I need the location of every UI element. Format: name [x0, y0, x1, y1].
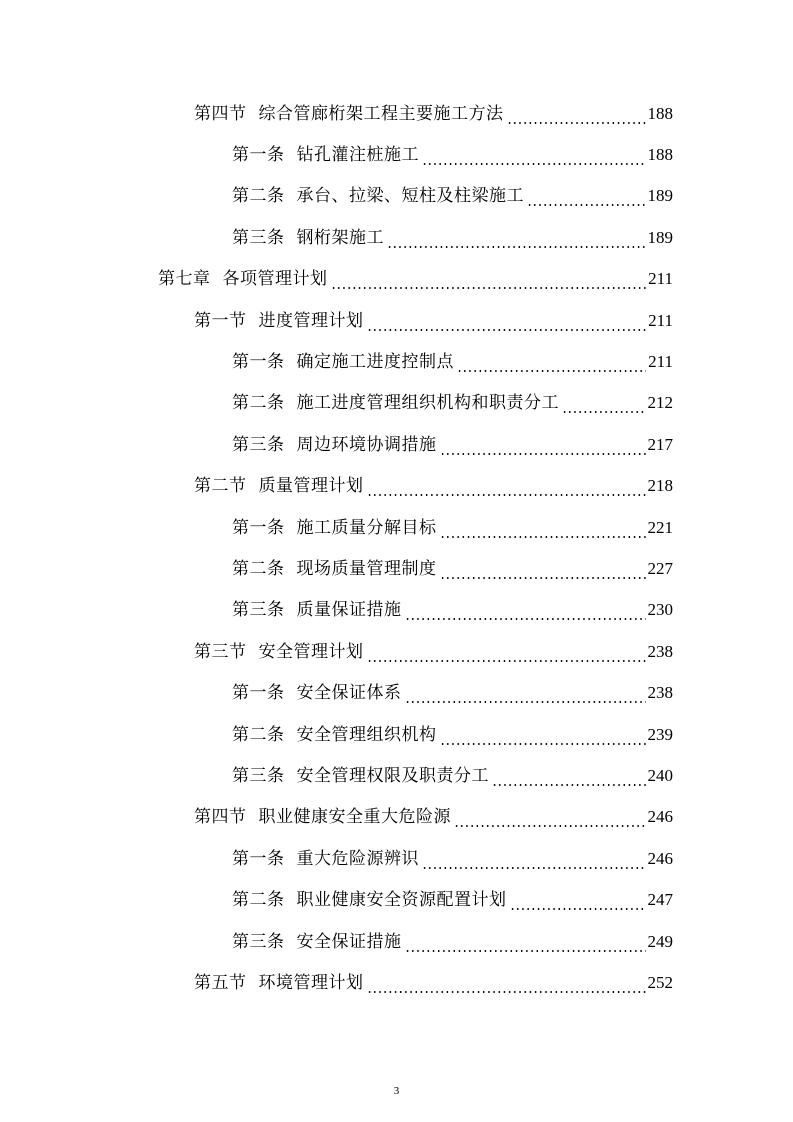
toc-entry-number: 第三条	[232, 227, 285, 248]
toc-entry-number: 第五节	[194, 972, 247, 993]
toc-entry-title: 钻孔灌注桩施工	[296, 145, 419, 166]
toc-entry-number: 第二条	[232, 724, 285, 745]
toc-entry[interactable]	[0, 548, 793, 589]
toc-entry[interactable]	[0, 714, 793, 755]
toc-entry-title: 职业健康安全资源配置计划	[296, 890, 507, 911]
toc-entry-title: 各项管理计划	[222, 269, 328, 290]
page-number: 3	[393, 1085, 400, 1097]
toc-entry-title: 施工进度管理组织机构和职责分工	[296, 393, 559, 414]
toc-entry-number: 第三条	[232, 434, 285, 455]
toc-entry-page: 230	[647, 600, 673, 620]
toc-entry-page: 227	[647, 558, 673, 578]
toc-entry-title: 安全保证措施	[296, 931, 402, 952]
toc-dot-leader	[367, 645, 646, 665]
toc-entry-number: 第一条	[232, 145, 285, 166]
toc-entry-number: 第三条	[232, 931, 285, 952]
toc-entry-page: 211	[648, 269, 673, 289]
toc-dot-leader	[405, 603, 646, 623]
toc-entry-page: 249	[647, 931, 673, 951]
toc-dot-leader	[454, 810, 646, 830]
toc-entry-number: 第四节	[194, 807, 247, 828]
toc-entry[interactable]	[0, 672, 793, 713]
toc-entry[interactable]	[0, 93, 793, 134]
toc-dot-leader	[367, 479, 646, 499]
toc-dot-leader	[457, 355, 646, 375]
toc-entry-title: 质量管理计划	[258, 476, 364, 497]
table-of-contents	[0, 93, 793, 1004]
toc-entry-page: 188	[647, 103, 673, 123]
toc-entry-number: 第二条	[232, 393, 285, 414]
toc-entry-page: 247	[647, 890, 673, 910]
toc-dot-leader	[422, 852, 646, 872]
toc-entry-page: 238	[647, 683, 673, 703]
toc-entry[interactable]	[0, 424, 793, 465]
toc-entry-page: 211	[648, 352, 673, 372]
toc-entry[interactable]	[0, 217, 793, 258]
toc-entry[interactable]	[0, 838, 793, 879]
toc-entry-number: 第二节	[194, 476, 247, 497]
toc-entry-page: 189	[647, 186, 673, 206]
toc-entry-title: 重大危险源辨识	[296, 848, 419, 869]
toc-entry[interactable]	[0, 755, 793, 796]
toc-entry-number: 第二条	[232, 890, 285, 911]
toc-dot-leader	[507, 107, 646, 127]
toc-entry-title: 钢桁架施工	[296, 227, 384, 248]
toc-entry-number: 第四节	[194, 103, 247, 124]
toc-entry[interactable]	[0, 341, 793, 382]
toc-entry-number: 第二条	[232, 186, 285, 207]
toc-entry-number: 第一条	[232, 352, 285, 373]
toc-entry-page: 212	[647, 393, 673, 413]
toc-dot-leader	[510, 893, 646, 913]
toc-dot-leader	[562, 396, 646, 416]
toc-dot-leader	[440, 438, 646, 458]
toc-entry-number: 第一条	[232, 848, 285, 869]
toc-entry[interactable]	[0, 797, 793, 838]
toc-entry-page: 218	[647, 476, 673, 496]
toc-entry-page: 238	[647, 641, 673, 661]
toc-entry-title: 安全管理组织机构	[296, 724, 437, 745]
toc-entry-title: 安全保证体系	[296, 683, 402, 704]
toc-entry-page: 211	[648, 310, 673, 330]
toc-entry[interactable]	[0, 134, 793, 175]
toc-entry-number: 第一条	[232, 683, 285, 704]
toc-entry-title: 进度管理计划	[258, 310, 364, 331]
toc-entry-page: 240	[647, 765, 673, 785]
toc-entry-page: 246	[647, 807, 673, 827]
toc-dot-leader	[405, 686, 646, 706]
toc-entry-title: 环境管理计划	[258, 972, 364, 993]
toc-entry-page: 217	[647, 434, 673, 454]
toc-entry-number: 第七章	[158, 269, 211, 290]
toc-entry[interactable]	[0, 300, 793, 341]
toc-dot-leader	[387, 231, 646, 251]
toc-entry-title: 职业健康安全重大危险源	[258, 807, 451, 828]
toc-entry[interactable]	[0, 259, 793, 300]
toc-entry[interactable]	[0, 466, 793, 507]
toc-entry-title: 安全管理权限及职责分工	[296, 765, 489, 786]
toc-entry-title: 综合管廊桁架工程主要施工方法	[258, 103, 504, 124]
toc-dot-leader	[405, 935, 646, 955]
toc-entry-number: 第一节	[194, 310, 247, 331]
toc-dot-leader	[440, 521, 646, 541]
toc-entry-page: 239	[647, 724, 673, 744]
toc-entry-number: 第三条	[232, 765, 285, 786]
toc-entry-title: 质量保证措施	[296, 600, 402, 621]
toc-entry[interactable]	[0, 631, 793, 672]
toc-dot-leader	[527, 189, 646, 209]
toc-entry[interactable]	[0, 590, 793, 631]
toc-dot-leader	[492, 769, 646, 789]
toc-entry-title: 安全管理计划	[258, 641, 364, 662]
toc-entry-page: 221	[647, 517, 673, 537]
toc-entry[interactable]	[0, 383, 793, 424]
toc-dot-leader	[367, 976, 646, 996]
toc-entry-page: 188	[647, 145, 673, 165]
toc-entry-number: 第二条	[232, 558, 285, 579]
toc-dot-leader	[422, 148, 646, 168]
toc-entry-title: 确定施工进度控制点	[296, 352, 454, 373]
toc-entry[interactable]	[0, 962, 793, 1003]
toc-dot-leader	[331, 272, 647, 292]
toc-entry-title: 承台、拉梁、短柱及柱梁施工	[296, 186, 524, 207]
toc-entry-page: 189	[647, 227, 673, 247]
toc-dot-leader	[367, 314, 647, 334]
toc-entry-title: 现场质量管理制度	[296, 558, 437, 579]
toc-entry-number: 第三节	[194, 641, 247, 662]
toc-entry[interactable]	[0, 879, 793, 920]
toc-dot-leader	[440, 728, 646, 748]
toc-entry-number: 第一条	[232, 517, 285, 538]
toc-entry[interactable]	[0, 176, 793, 217]
toc-entry-number: 第三条	[232, 600, 285, 621]
toc-entry-page: 246	[647, 848, 673, 868]
toc-entry[interactable]	[0, 507, 793, 548]
toc-entry-page: 252	[647, 972, 673, 992]
toc-entry-title: 周边环境协调措施	[296, 434, 437, 455]
toc-entry-title: 施工质量分解目标	[296, 517, 437, 538]
toc-entry[interactable]	[0, 921, 793, 962]
toc-dot-leader	[440, 562, 646, 582]
